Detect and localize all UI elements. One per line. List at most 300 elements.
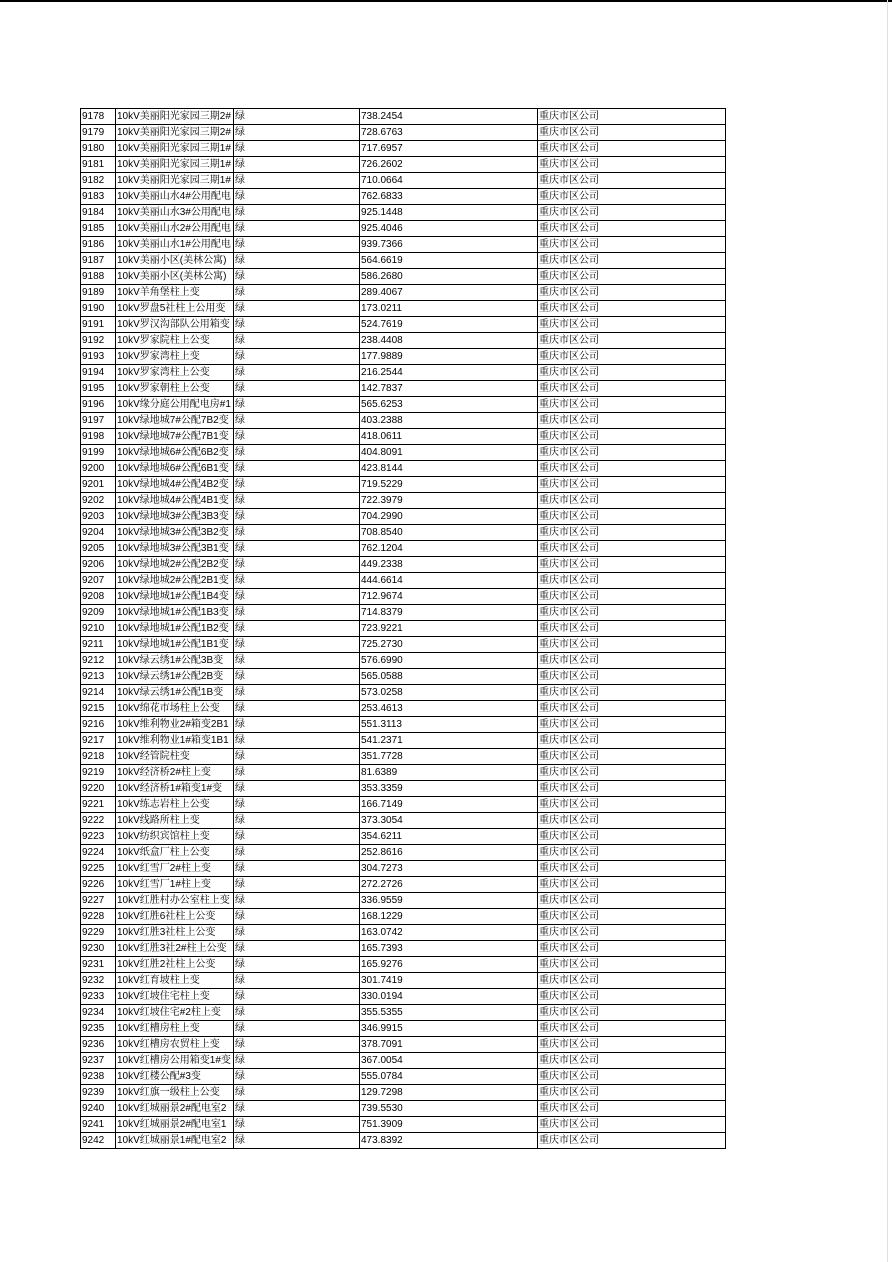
status-cell: 绿	[234, 1085, 360, 1101]
value-cell: 252.8616	[360, 845, 538, 861]
value-cell: 353.3359	[360, 781, 538, 797]
station-name-cell: 10kV红槽房柱上变	[116, 1021, 234, 1037]
value-cell: 173.0211	[360, 301, 538, 317]
company-cell: 重庆市区公司	[538, 1069, 726, 1085]
row-id-cell: 9230	[81, 941, 116, 957]
company-cell: 重庆市区公司	[538, 685, 726, 701]
row-id-cell: 9203	[81, 509, 116, 525]
row-id-cell: 9213	[81, 669, 116, 685]
table-row	[81, 557, 726, 573]
row-id-cell: 9232	[81, 973, 116, 989]
row-id-cell: 9217	[81, 733, 116, 749]
company-cell: 重庆市区公司	[538, 893, 726, 909]
status-cell: 绿	[234, 925, 360, 941]
company-cell: 重庆市区公司	[538, 173, 726, 189]
station-name-cell: 10kV红旗一级柱上公变	[116, 1085, 234, 1101]
company-cell: 重庆市区公司	[538, 909, 726, 925]
status-cell: 绿	[234, 381, 360, 397]
value-cell: 330.0194	[360, 989, 538, 1005]
value-cell: 163.0742	[360, 925, 538, 941]
status-cell: 绿	[234, 333, 360, 349]
row-id-cell: 9231	[81, 957, 116, 973]
value-cell: 564.6619	[360, 253, 538, 269]
row-id-cell: 9238	[81, 1069, 116, 1085]
company-cell: 重庆市区公司	[538, 157, 726, 173]
station-name-cell: 10kV绿地城1#公配1B3变	[116, 605, 234, 621]
row-id-cell: 9190	[81, 301, 116, 317]
table-row	[81, 653, 726, 669]
status-cell: 绿	[234, 877, 360, 893]
status-cell: 绿	[234, 845, 360, 861]
station-name-cell: 10kV绿地城6#公配6B1变	[116, 461, 234, 477]
value-cell: 81.6389	[360, 765, 538, 781]
value-cell: 304.7273	[360, 861, 538, 877]
company-cell: 重庆市区公司	[538, 941, 726, 957]
row-id-cell: 9182	[81, 173, 116, 189]
row-id-cell: 9191	[81, 317, 116, 333]
station-name-cell: 10kV纺织宾馆柱上变	[116, 829, 234, 845]
station-name-cell: 10kV绿地城1#公配1B1变	[116, 637, 234, 653]
status-cell: 绿	[234, 397, 360, 413]
status-cell: 绿	[234, 1021, 360, 1037]
station-name-cell: 10kV红楼公配#3变	[116, 1069, 234, 1085]
station-name-cell: 10kV美丽阳光家园三期2#	[116, 109, 234, 125]
value-cell: 351.7728	[360, 749, 538, 765]
value-cell: 403.2388	[360, 413, 538, 429]
value-cell: 367.0054	[360, 1053, 538, 1069]
station-name-cell: 10kV绿地城6#公配6B2变	[116, 445, 234, 461]
table-row	[81, 1133, 726, 1149]
row-id-cell: 9212	[81, 653, 116, 669]
status-cell: 绿	[234, 253, 360, 269]
station-name-cell: 10kV绿地城7#公配7B2变	[116, 413, 234, 429]
station-name-cell: 10kV红槽房公用箱变1#变	[116, 1053, 234, 1069]
station-name-cell: 10kV美丽山水1#公用配电	[116, 237, 234, 253]
table-row	[81, 109, 726, 125]
station-name-cell: 10kV经济桥2#柱上变	[116, 765, 234, 781]
company-cell: 重庆市区公司	[538, 333, 726, 349]
status-cell: 绿	[234, 909, 360, 925]
row-id-cell: 9226	[81, 877, 116, 893]
status-cell: 绿	[234, 765, 360, 781]
station-name-cell: 10kV绿地城1#公配1B4变	[116, 589, 234, 605]
status-cell: 绿	[234, 413, 360, 429]
row-id-cell: 9218	[81, 749, 116, 765]
status-cell: 绿	[234, 1053, 360, 1069]
table-row	[81, 429, 726, 445]
value-cell: 142.7837	[360, 381, 538, 397]
value-cell: 719.5229	[360, 477, 538, 493]
status-cell: 绿	[234, 861, 360, 877]
row-id-cell: 9234	[81, 1005, 116, 1021]
station-name-cell: 10kV绿云绣1#公配1B变	[116, 685, 234, 701]
table-row	[81, 413, 726, 429]
value-cell: 714.8379	[360, 605, 538, 621]
status-cell: 绿	[234, 461, 360, 477]
company-cell: 重庆市区公司	[538, 621, 726, 637]
table-row	[81, 829, 726, 845]
row-id-cell: 9207	[81, 573, 116, 589]
row-id-cell: 9189	[81, 285, 116, 301]
row-id-cell: 9179	[81, 125, 116, 141]
status-cell: 绿	[234, 109, 360, 125]
status-cell: 绿	[234, 637, 360, 653]
company-cell: 重庆市区公司	[538, 1101, 726, 1117]
station-name-cell: 10kV维利物业2#箱变2B1	[116, 717, 234, 733]
company-cell: 重庆市区公司	[538, 861, 726, 877]
station-name-cell: 10kV罗家院柱上公变	[116, 333, 234, 349]
row-id-cell: 9235	[81, 1021, 116, 1037]
station-name-cell: 10kV美丽山水4#公用配电	[116, 189, 234, 205]
value-cell: 573.0258	[360, 685, 538, 701]
value-cell: 354.6211	[360, 829, 538, 845]
row-id-cell: 9196	[81, 397, 116, 413]
status-cell: 绿	[234, 221, 360, 237]
status-cell: 绿	[234, 1117, 360, 1133]
station-name-cell: 10kV红胜村办公室柱上变	[116, 893, 234, 909]
row-id-cell: 9214	[81, 685, 116, 701]
row-id-cell: 9194	[81, 365, 116, 381]
status-cell: 绿	[234, 749, 360, 765]
company-cell: 重庆市区公司	[538, 221, 726, 237]
value-cell: 165.7393	[360, 941, 538, 957]
company-cell: 重庆市区公司	[538, 413, 726, 429]
table-row	[81, 269, 726, 285]
row-id-cell: 9210	[81, 621, 116, 637]
right-border	[887, 0, 888, 1262]
company-cell: 重庆市区公司	[538, 493, 726, 509]
table-row	[81, 749, 726, 765]
company-cell: 重庆市区公司	[538, 349, 726, 365]
status-cell: 绿	[234, 189, 360, 205]
value-cell: 565.0588	[360, 669, 538, 685]
status-cell: 绿	[234, 973, 360, 989]
value-cell: 404.8091	[360, 445, 538, 461]
company-cell: 重庆市区公司	[538, 109, 726, 125]
station-name-cell: 10kV线路所柱上变	[116, 813, 234, 829]
top-border	[0, 0, 892, 2]
table-row	[81, 445, 726, 461]
row-id-cell: 9219	[81, 765, 116, 781]
status-cell: 绿	[234, 621, 360, 637]
row-id-cell: 9195	[81, 381, 116, 397]
status-cell: 绿	[234, 205, 360, 221]
row-id-cell: 9242	[81, 1133, 116, 1149]
row-id-cell: 9180	[81, 141, 116, 157]
station-name-cell: 10kV美丽阳光家园三期2#	[116, 125, 234, 141]
status-cell: 绿	[234, 829, 360, 845]
station-name-cell: 10kV维利物业1#箱变1B1	[116, 733, 234, 749]
station-name-cell: 10kV美丽阳光家园三期1#	[116, 157, 234, 173]
table-row	[81, 573, 726, 589]
value-cell: 576.6990	[360, 653, 538, 669]
table-row	[81, 925, 726, 941]
status-cell: 绿	[234, 1069, 360, 1085]
station-name-cell: 10kV绿地城2#公配2B1变	[116, 573, 234, 589]
company-cell: 重庆市区公司	[538, 925, 726, 941]
value-cell: 551.3113	[360, 717, 538, 733]
status-cell: 绿	[234, 125, 360, 141]
status-cell: 绿	[234, 493, 360, 509]
row-id-cell: 9184	[81, 205, 116, 221]
company-cell: 重庆市区公司	[538, 269, 726, 285]
company-cell: 重庆市区公司	[538, 717, 726, 733]
value-cell: 444.6614	[360, 573, 538, 589]
station-name-cell: 10kV绿云绣1#公配2B变	[116, 669, 234, 685]
company-cell: 重庆市区公司	[538, 749, 726, 765]
status-cell: 绿	[234, 445, 360, 461]
company-cell: 重庆市区公司	[538, 973, 726, 989]
row-id-cell: 9205	[81, 541, 116, 557]
row-id-cell: 9222	[81, 813, 116, 829]
value-cell: 726.2602	[360, 157, 538, 173]
station-name-cell: 10kV红胜6社柱上公变	[116, 909, 234, 925]
table-row	[81, 365, 726, 381]
row-id-cell: 9188	[81, 269, 116, 285]
value-cell: 717.6957	[360, 141, 538, 157]
company-cell: 重庆市区公司	[538, 397, 726, 413]
station-name-cell: 10kV绿地城3#公配3B3变	[116, 509, 234, 525]
company-cell: 重庆市区公司	[538, 141, 726, 157]
station-name-cell: 10kV绿地城4#公配4B2变	[116, 477, 234, 493]
company-cell: 重庆市区公司	[538, 1133, 726, 1149]
table-row	[81, 669, 726, 685]
table-row	[81, 253, 726, 269]
company-cell: 重庆市区公司	[538, 1053, 726, 1069]
table-row	[81, 541, 726, 557]
status-cell: 绿	[234, 541, 360, 557]
company-cell: 重庆市区公司	[538, 461, 726, 477]
value-cell: 739.5530	[360, 1101, 538, 1117]
value-cell: 565.6253	[360, 397, 538, 413]
station-name-cell: 10kV练志岩柱上公变	[116, 797, 234, 813]
table-row	[81, 461, 726, 477]
value-cell: 373.3054	[360, 813, 538, 829]
table-row	[81, 813, 726, 829]
row-id-cell: 9186	[81, 237, 116, 253]
status-cell: 绿	[234, 781, 360, 797]
company-cell: 重庆市区公司	[538, 1085, 726, 1101]
data-table	[80, 108, 726, 1149]
station-name-cell: 10kV美丽山水3#公用配电	[116, 205, 234, 221]
status-cell: 绿	[234, 157, 360, 173]
value-cell: 253.4613	[360, 701, 538, 717]
company-cell: 重庆市区公司	[538, 381, 726, 397]
row-id-cell: 9237	[81, 1053, 116, 1069]
table-row	[81, 1021, 726, 1037]
status-cell: 绿	[234, 941, 360, 957]
row-id-cell: 9178	[81, 109, 116, 125]
company-cell: 重庆市区公司	[538, 477, 726, 493]
row-id-cell: 9202	[81, 493, 116, 509]
company-cell: 重庆市区公司	[538, 957, 726, 973]
table-row	[81, 125, 726, 141]
value-cell: 762.1204	[360, 541, 538, 557]
station-name-cell: 10kV红坡住宅柱上变	[116, 989, 234, 1005]
value-cell: 216.2544	[360, 365, 538, 381]
row-id-cell: 9183	[81, 189, 116, 205]
company-cell: 重庆市区公司	[538, 205, 726, 221]
station-name-cell: 10kV红雪厂1#柱上变	[116, 877, 234, 893]
row-id-cell: 9206	[81, 557, 116, 573]
table-row	[81, 957, 726, 973]
value-cell: 722.3979	[360, 493, 538, 509]
table-row	[81, 973, 726, 989]
station-name-cell: 10kV红雪厂2#柱上变	[116, 861, 234, 877]
value-cell: 555.0784	[360, 1069, 538, 1085]
company-cell: 重庆市区公司	[538, 541, 726, 557]
table-row	[81, 317, 726, 333]
table-row	[81, 1053, 726, 1069]
station-name-cell: 10kV绵花市场柱上公变	[116, 701, 234, 717]
value-cell: 704.2990	[360, 509, 538, 525]
table-row	[81, 141, 726, 157]
station-name-cell: 10kV美丽山水2#公用配电	[116, 221, 234, 237]
company-cell: 重庆市区公司	[538, 813, 726, 829]
value-cell: 751.3909	[360, 1117, 538, 1133]
status-cell: 绿	[234, 173, 360, 189]
table-row	[81, 717, 726, 733]
table-row	[81, 941, 726, 957]
status-cell: 绿	[234, 813, 360, 829]
table-row	[81, 205, 726, 221]
value-cell: 524.7619	[360, 317, 538, 333]
value-cell: 738.2454	[360, 109, 538, 125]
value-cell: 925.1448	[360, 205, 538, 221]
table-row	[81, 1117, 726, 1133]
row-id-cell: 9204	[81, 525, 116, 541]
row-id-cell: 9241	[81, 1117, 116, 1133]
row-id-cell: 9209	[81, 605, 116, 621]
table-row	[81, 509, 726, 525]
row-id-cell: 9239	[81, 1085, 116, 1101]
station-name-cell: 10kV罗盘5社柱上公用变	[116, 301, 234, 317]
company-cell: 重庆市区公司	[538, 253, 726, 269]
station-name-cell: 10kV绿地城4#公配4B1变	[116, 493, 234, 509]
table-row	[81, 477, 726, 493]
value-cell: 762.6833	[360, 189, 538, 205]
station-name-cell: 10kV绿地城7#公配7B1变	[116, 429, 234, 445]
company-cell: 重庆市区公司	[538, 845, 726, 861]
station-name-cell: 10kV罗汉沟部队公用箱变	[116, 317, 234, 333]
row-id-cell: 9185	[81, 221, 116, 237]
table-row	[81, 893, 726, 909]
status-cell: 绿	[234, 989, 360, 1005]
company-cell: 重庆市区公司	[538, 701, 726, 717]
company-cell: 重庆市区公司	[538, 589, 726, 605]
station-name-cell: 10kV美丽小区(美林公寓)	[116, 269, 234, 285]
company-cell: 重庆市区公司	[538, 317, 726, 333]
table-row	[81, 349, 726, 365]
status-cell: 绿	[234, 365, 360, 381]
row-id-cell: 9215	[81, 701, 116, 717]
station-name-cell: 10kV红城丽景2#配电室2	[116, 1101, 234, 1117]
value-cell: 129.7298	[360, 1085, 538, 1101]
value-cell: 925.4046	[360, 221, 538, 237]
value-cell: 355.5355	[360, 1005, 538, 1021]
status-cell: 绿	[234, 669, 360, 685]
table-row	[81, 1037, 726, 1053]
company-cell: 重庆市区公司	[538, 989, 726, 1005]
value-cell: 712.9674	[360, 589, 538, 605]
value-cell: 728.6763	[360, 125, 538, 141]
row-id-cell: 9199	[81, 445, 116, 461]
company-cell: 重庆市区公司	[538, 605, 726, 621]
status-cell: 绿	[234, 701, 360, 717]
station-name-cell: 10kV红胜3社柱上公变	[116, 925, 234, 941]
row-id-cell: 9228	[81, 909, 116, 925]
station-name-cell: 10kV绿地城2#公配2B2变	[116, 557, 234, 573]
row-id-cell: 9187	[81, 253, 116, 269]
value-cell: 336.9559	[360, 893, 538, 909]
status-cell: 绿	[234, 429, 360, 445]
station-name-cell: 10kV美丽阳光家园三期1#	[116, 141, 234, 157]
row-id-cell: 9225	[81, 861, 116, 877]
company-cell: 重庆市区公司	[538, 1021, 726, 1037]
table-row	[81, 605, 726, 621]
value-cell: 272.2726	[360, 877, 538, 893]
station-name-cell: 10kV绿地城3#公配3B2变	[116, 525, 234, 541]
row-id-cell: 9233	[81, 989, 116, 1005]
status-cell: 绿	[234, 477, 360, 493]
row-id-cell: 9211	[81, 637, 116, 653]
status-cell: 绿	[234, 957, 360, 973]
value-cell: 238.4408	[360, 333, 538, 349]
table-row	[81, 733, 726, 749]
row-id-cell: 9192	[81, 333, 116, 349]
station-name-cell: 10kV羊角堡柱上变	[116, 285, 234, 301]
table-row	[81, 685, 726, 701]
table-row	[81, 637, 726, 653]
row-id-cell: 9197	[81, 413, 116, 429]
row-id-cell: 9181	[81, 157, 116, 173]
value-cell: 723.9221	[360, 621, 538, 637]
table-row	[81, 621, 726, 637]
value-cell: 346.9915	[360, 1021, 538, 1037]
company-cell: 重庆市区公司	[538, 1117, 726, 1133]
station-name-cell: 10kV美丽阳光家园三期1#	[116, 173, 234, 189]
row-id-cell: 9198	[81, 429, 116, 445]
company-cell: 重庆市区公司	[538, 653, 726, 669]
row-id-cell: 9193	[81, 349, 116, 365]
station-name-cell: 10kV缘分庭公用配电房#1	[116, 397, 234, 413]
company-cell: 重庆市区公司	[538, 1005, 726, 1021]
station-name-cell: 10kV罗家湾柱上变	[116, 349, 234, 365]
value-cell: 423.8144	[360, 461, 538, 477]
value-cell: 473.8392	[360, 1133, 538, 1149]
status-cell: 绿	[234, 557, 360, 573]
row-id-cell: 9216	[81, 717, 116, 733]
value-cell: 939.7366	[360, 237, 538, 253]
status-cell: 绿	[234, 733, 360, 749]
status-cell: 绿	[234, 237, 360, 253]
table-row	[81, 589, 726, 605]
station-name-cell: 10kV红城丽景1#配电室2	[116, 1133, 234, 1149]
value-cell: 586.2680	[360, 269, 538, 285]
status-cell: 绿	[234, 269, 360, 285]
table-row	[81, 285, 726, 301]
table-row	[81, 525, 726, 541]
table-row	[81, 701, 726, 717]
row-id-cell: 9223	[81, 829, 116, 845]
company-cell: 重庆市区公司	[538, 557, 726, 573]
status-cell: 绿	[234, 141, 360, 157]
row-id-cell: 9200	[81, 461, 116, 477]
company-cell: 重庆市区公司	[538, 237, 726, 253]
row-id-cell: 9221	[81, 797, 116, 813]
row-id-cell: 9201	[81, 477, 116, 493]
company-cell: 重庆市区公司	[538, 125, 726, 141]
